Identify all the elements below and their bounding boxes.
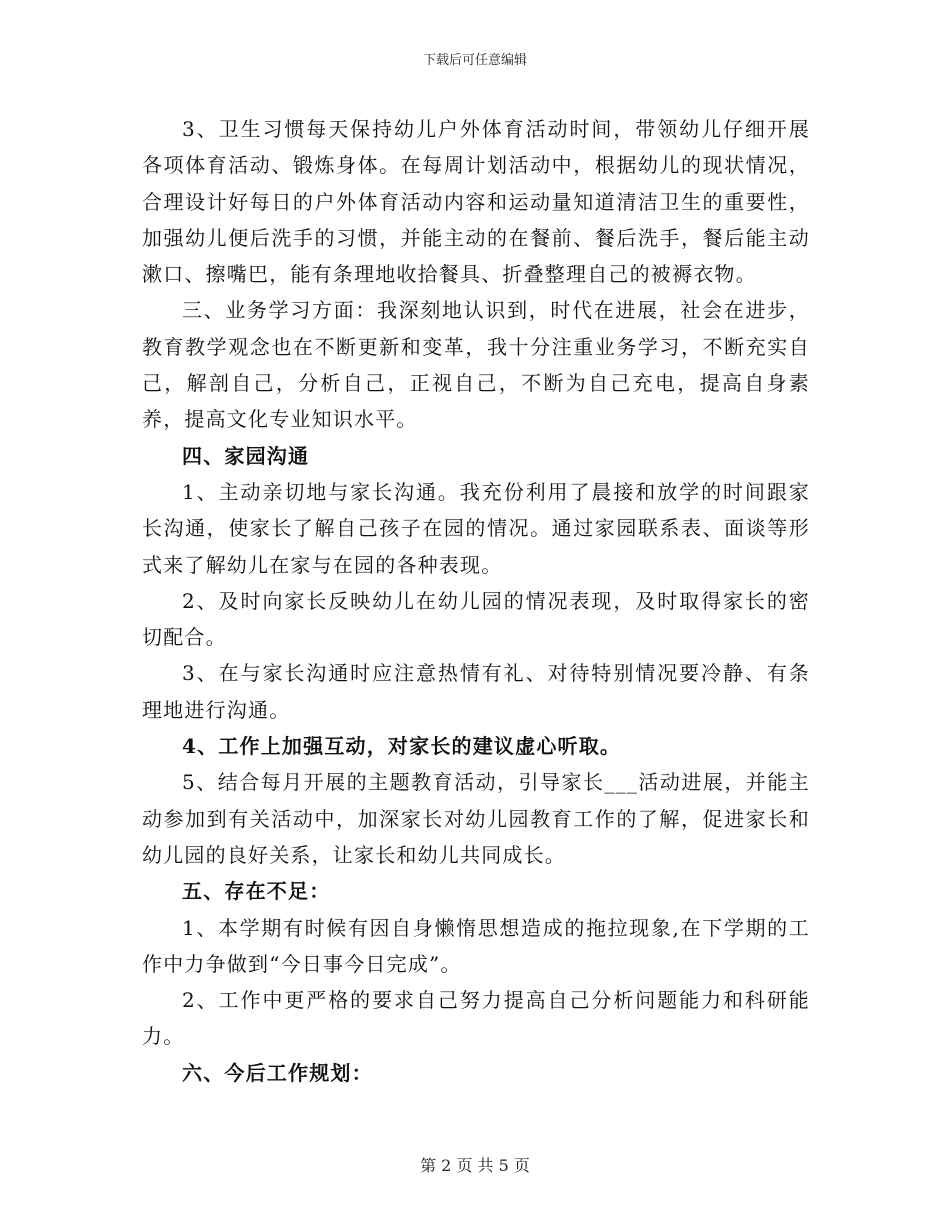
paragraph-professional-study: 三、业务学习方面：我深刻地认识到，时代在进展，社会在进步，教育教学观念也在不断更新和变革，我十分注重业务学习，不断充实自己，解剖自己，分析自己，正视自己，不断为自己充电，提高自身素养，提高文化专业知识水平。 (142, 298, 810, 432)
paragraph-shortcoming-2: 2、工作中更严格的要求自己努力提高自己分析问题能力和科研能力。 (142, 988, 810, 1049)
paragraph-shortcoming-1: 1、本学期有时候有因自身懒惰思想造成的拖拉现象,在下学期的工作中力争做到“今日事今日完成”。 (142, 915, 810, 976)
section-heading-home-school-communication: 四、家园沟通 (182, 443, 310, 468)
page-footer: 第 2 页 共 5 页 (420, 1156, 530, 1175)
section-heading-shortcomings: 五、存在不足： (182, 879, 331, 904)
paragraph-hygiene-habits: 3、卫生习惯每天保持幼儿户外体育活动时间，带领幼儿仔细开展各项体育活动、锻炼身体。在每周计划活动中，根据幼儿的现状情况，合理设计好每日的户外体育活动内容和运动量知道清洁卫生的重要性，加强幼儿便后洗手的习惯，并能主动的在餐前、餐后洗手，餐后能主动漱口、擦嘴巴，能有条理地收拾餐具、折叠整理自己的被褥衣物。 (142, 117, 810, 287)
section-heading-future-plan: 六、今后工作规划： (182, 1060, 373, 1085)
paragraph-communication-3: 3、在与家长沟通时应注意热情有礼、对待特别情况要冷静、有条理地进行沟通。 (142, 661, 810, 722)
header-note: 下载后可任意编辑 (422, 53, 527, 68)
paragraph-communication-5: 5、结合每月开展的主题教育活动，引导家长___活动进展，并能主动参加到有关活动中，加深家长对幼儿园教育工作的了解，促进家长和幼儿园的良好关系，让家长和幼儿共同成长。 (142, 770, 810, 867)
paragraph-communication-4: 4、工作上加强互动，对家长的建议虚心听取。 (182, 734, 622, 759)
paragraph-communication-1: 1、主动亲切地与家长沟通。我充份利用了晨接和放学的时间跟家长沟通，使家长了解自己孩子在园的情况。通过家园联系表、面谈等形式来了解幼儿在家与在园的各种表现。 (142, 479, 810, 577)
paragraph-communication-2: 2、及时向家长反映幼儿在幼儿园的情况表现，及时取得家长的密切配合。 (142, 588, 810, 650)
document-body (142, 111, 810, 1091)
